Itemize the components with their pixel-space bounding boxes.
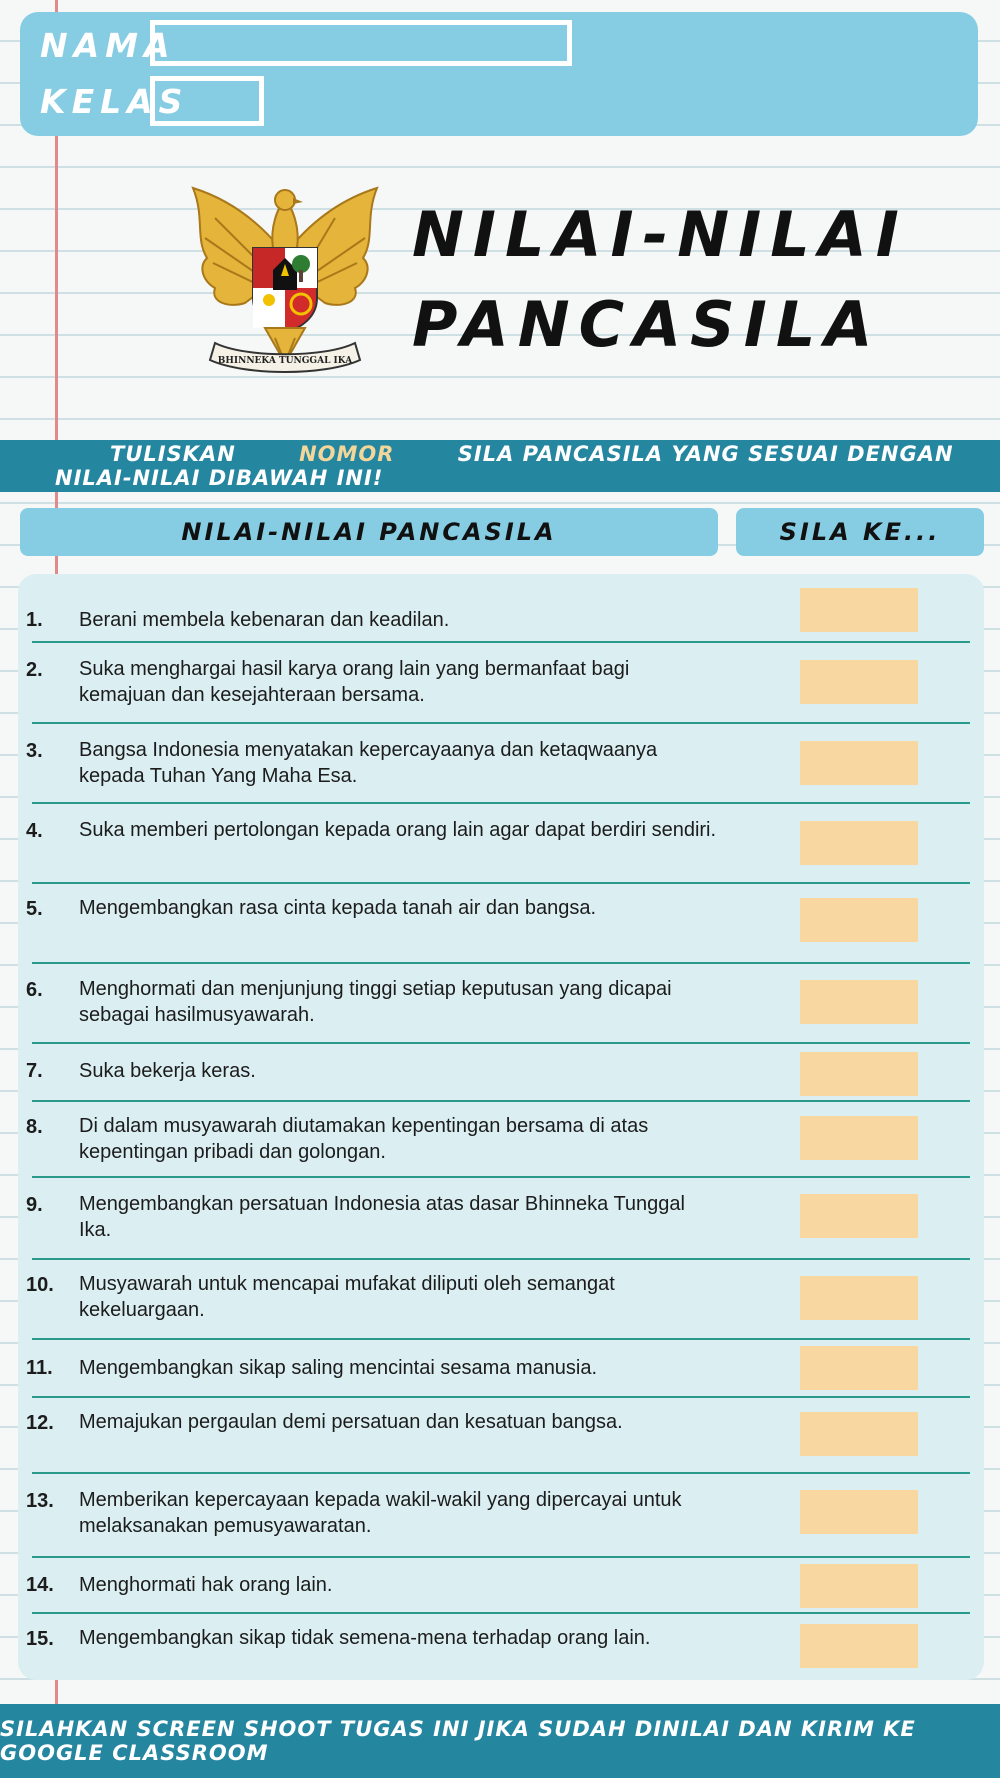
table-row [18, 578, 984, 643]
row-text: Berani membela kebenaran dan keadilan. [79, 609, 450, 631]
row-number: 1. [26, 609, 43, 631]
table-row [18, 804, 984, 884]
answer-box[interactable] [800, 741, 918, 785]
motto-text: BHINNEKA TUNGGAL IKA [217, 356, 353, 366]
page-title-line2: PANCASILA [412, 288, 882, 361]
row-text: Mengembangkan persatuan Indonesia atas dasar Bhinneka Tunggal Ika. [79, 1193, 685, 1241]
answer-box[interactable] [800, 1412, 918, 1456]
row-number: 3. [26, 740, 43, 762]
table-row [18, 1102, 984, 1178]
row-text: Mengembangkan sikap tidak semena-mena terhadap orang lain. [79, 1627, 651, 1649]
page-title-line1: NILAI-NILAI [412, 198, 908, 271]
answer-box[interactable] [800, 1624, 918, 1668]
student-info-card [20, 12, 978, 136]
row-text: Suka bekerja keras. [79, 1060, 256, 1082]
answer-box[interactable] [800, 1276, 918, 1320]
table-row [18, 1044, 984, 1102]
column-header-values: NILAI-NILAI PANCASILA [20, 508, 718, 556]
row-text: Suka menghargai hasil karya orang lain yang bermanfaat bagi kemajuan dan kesejahteraan bersama. [79, 658, 630, 706]
row-number: 4. [26, 820, 43, 842]
row-text: Musyawarah untuk mencapai mufakat diliputi oleh semangat kekeluargaan. [79, 1273, 615, 1321]
footer-text: SILAHKAN SCREEN SHOOT TUGAS INI JIKA SUDAH DINILAI DAN KIRIM KE GOOGLE CLASSROOM [0, 1717, 916, 1765]
answer-box[interactable] [800, 821, 918, 865]
table-row [18, 884, 984, 964]
answer-box[interactable] [800, 1116, 918, 1160]
table-row [18, 964, 984, 1044]
row-number: 12. [26, 1412, 54, 1434]
answer-box[interactable] [800, 588, 918, 632]
instruction-banner [0, 440, 1000, 492]
footer-banner [0, 1704, 1000, 1778]
row-text: Di dalam musyawarah diutamakan kepentingan bersama di atas kepentingan pribadi dan golongan. [79, 1115, 649, 1163]
answer-box[interactable] [800, 1490, 918, 1534]
table-row [18, 1340, 984, 1398]
garuda-pancasila-emblem-icon [185, 178, 385, 388]
values-table [18, 574, 984, 1680]
table-row [18, 1558, 984, 1614]
answer-box[interactable] [800, 1052, 918, 1096]
row-text: Mengembangkan rasa cinta kepada tanah air dan bangsa. [79, 897, 597, 919]
row-number: 2. [26, 659, 43, 681]
row-number: 10. [26, 1274, 54, 1296]
instruction-part2: NOMOR [299, 442, 395, 466]
row-number: 7. [26, 1060, 43, 1082]
row-number: 9. [26, 1194, 43, 1216]
row-text: Menghormati hak orang lain. [79, 1574, 333, 1596]
row-text: Suka memberi pertolongan kepada orang lain agar dapat berdiri sendiri. [79, 819, 717, 841]
answer-box[interactable] [800, 898, 918, 942]
row-text: Menghormati dan menjunjung tinggi setiap keputusan yang dicapai sebagai hasilmusyawarah. [79, 978, 672, 1026]
row-text: Mengembangkan sikap saling mencintai sesama manusia. [79, 1357, 598, 1379]
table-row [18, 1178, 984, 1260]
answer-box[interactable] [800, 980, 918, 1024]
instruction-part1: TULISKAN [110, 442, 245, 466]
row-text: Memajukan pergaulan demi persatuan dan kesatuan bangsa. [79, 1411, 623, 1433]
nama-label: NAMA [40, 26, 176, 65]
kelas-input[interactable] [150, 76, 264, 126]
row-number: 15. [26, 1628, 54, 1650]
row-number: 6. [26, 979, 43, 1001]
row-number: 11. [26, 1357, 53, 1379]
table-row [18, 724, 984, 804]
table-row [18, 1260, 984, 1340]
instruction-part3: SILA PANCASILA YANG SESUAI DENGAN NILAI-NILAI DIBAWAH INI! [55, 442, 954, 490]
row-number: 8. [26, 1116, 43, 1138]
answer-box[interactable] [800, 660, 918, 704]
row-text: Memberikan kepercayaan kepada wakil-wakil yang dipercayai untuk melaksanakan pemusyawaratan. [79, 1489, 682, 1537]
table-row [18, 1614, 984, 1680]
table-row [18, 1474, 984, 1558]
kelas-label: KELAS [40, 82, 189, 121]
row-number: 14. [26, 1574, 54, 1596]
row-number: 5. [26, 898, 43, 920]
nama-input[interactable] [150, 20, 572, 66]
answer-box[interactable] [800, 1564, 918, 1608]
row-number: 13. [26, 1490, 54, 1512]
table-row [18, 1398, 984, 1474]
answer-box[interactable] [800, 1346, 918, 1390]
row-text: Bangsa Indonesia menyatakan kepercayaanya dan ketaqwaanya kepada Tuhan Yang Maha Esa. [79, 739, 658, 787]
table-row [18, 643, 984, 724]
answer-box[interactable] [800, 1194, 918, 1238]
column-header-sila: SILA KE... [736, 508, 984, 556]
